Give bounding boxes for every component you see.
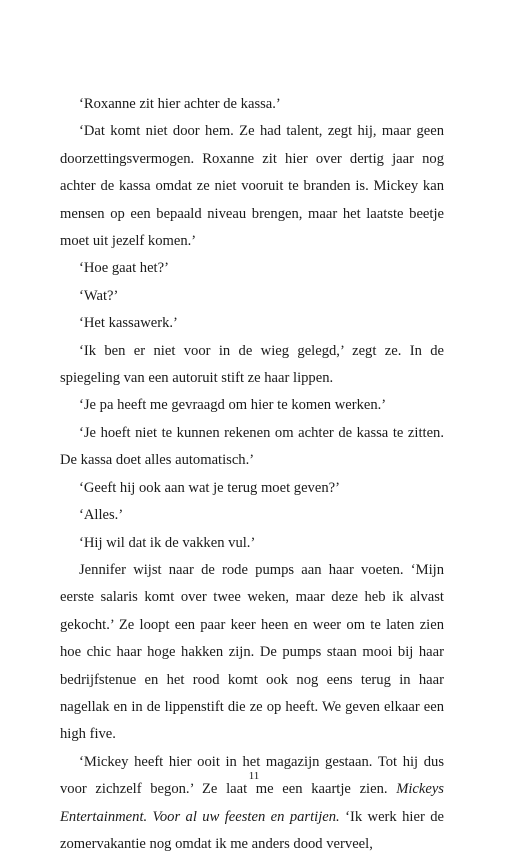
paragraph: ‘Het kassawerk.’ xyxy=(79,315,178,332)
body-text xyxy=(60,91,444,858)
paragraph: ‘Alles.’ xyxy=(79,507,124,524)
paragraph: ‘Dat komt niet door hem. Ze had talent, zegt hij, maar geen doorzettingsvermogen. Roxanne zit hier over dertig jaar nog achter de kassa omdat ze niet vooruit te branden is. Mickey kan mensen op een bepaald niveau brengen, maar het laatste beetje moet uit jezelf komen.’ xyxy=(60,123,444,250)
paragraph-text: ‘Ik werk hier de zomervakantie nog omdat ik me anders dood verveel, xyxy=(60,808,444,852)
paragraph: ‘Ik ben er niet voor in de wieg gelegd,’ zegt ze. In de spiegeling van een autoruit stift ze haar lippen. xyxy=(60,342,444,387)
paragraph: ‘Je pa heeft me gevraagd om hier te komen werken.’ xyxy=(79,397,387,414)
paragraph xyxy=(60,749,444,858)
paragraph: ‘Hij wil dat ik de vakken vul.’ xyxy=(79,534,256,551)
paragraph: ‘Je hoeft niet te kunnen rekenen om achter de kassa te zitten. De kassa doet alles automatisch.’ xyxy=(60,424,444,469)
page-number: 11 xyxy=(248,770,260,782)
paragraph: ‘Hoe gaat het?’ xyxy=(79,260,169,277)
paragraph-text: ‘Mickey heeft hier ooit in het magazijn gestaan. Tot hij dus voor zichzelf begon.’ Ze laat me een kaartje zien. xyxy=(60,753,444,798)
business-card-text: Mickeys Entertainment. Voor al uw feesten en partijen. xyxy=(60,781,444,825)
paragraph: ‘Wat?’ xyxy=(79,287,119,304)
paragraph: ‘Roxanne zit hier achter de kassa.’ xyxy=(79,96,281,112)
paragraph: ‘Geeft hij ook aan wat je terug moet geven?’ xyxy=(79,479,340,496)
paragraph: Jennifer wijst naar de rode pumps aan haar voeten. ‘Mijn eerste salaris komt over twee weken, maar deze heb ik alvast gekocht.’ Ze loopt een paar keer heen en weer om te laten zien hoe chic haar hoge hakken zijn. De pumps staan mooi bij haar bedrijfstenue en het rood komt ook nog eens terug in haar nagellak en in de lippenstift die ze op heeft. We geven elkaar een high five. xyxy=(60,561,444,743)
